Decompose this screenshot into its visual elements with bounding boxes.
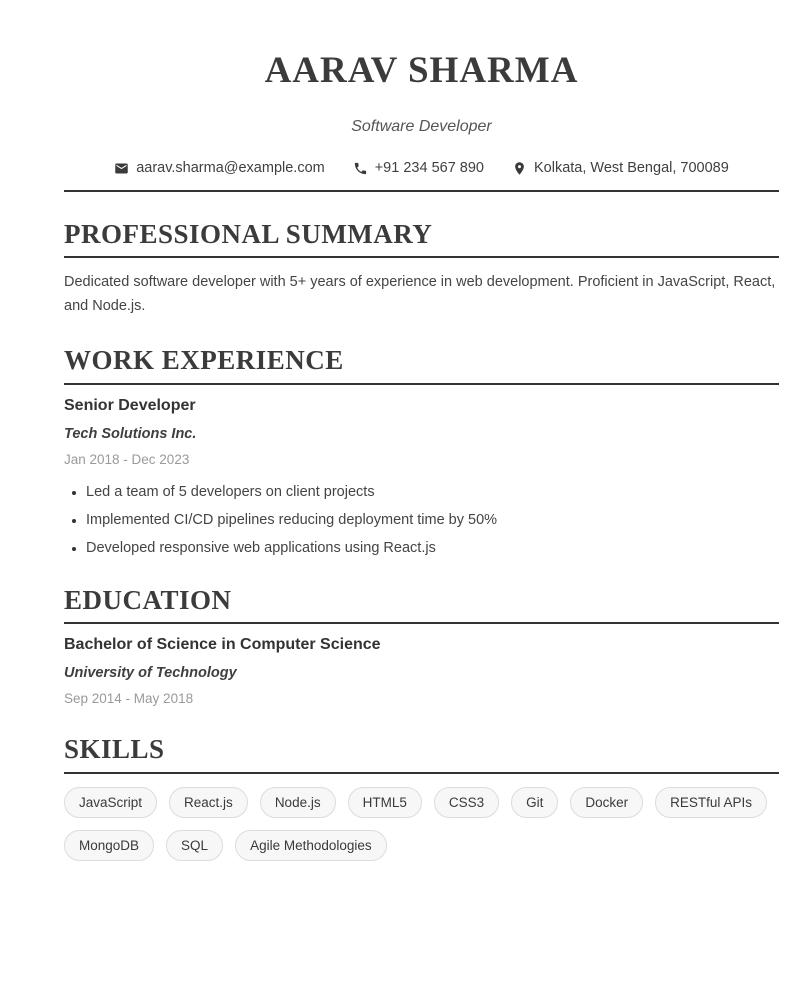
- skill-pill: MongoDB: [64, 830, 154, 861]
- skill-pill: Agile Methodologies: [235, 830, 387, 861]
- skill-pill: Node.js: [260, 787, 336, 818]
- job-entry: [64, 396, 779, 558]
- skill-pill: Docker: [570, 787, 643, 818]
- skill-pill: RESTful APIs: [655, 787, 767, 818]
- contact-text: +91 234 567 890: [374, 160, 484, 176]
- summary-text: Dedicated software developer with 5+ years of experience in web development. Proficient in JavaScript, React, and Node.js.: [64, 274, 776, 315]
- contact-item: [353, 160, 484, 176]
- contact-text: aarav.sharma@example.com: [136, 160, 325, 176]
- skill-pill: React.js: [169, 787, 248, 818]
- job-company: Tech Solutions Inc.: [64, 425, 197, 442]
- location-icon: [512, 161, 527, 176]
- email-icon: [114, 161, 129, 176]
- school-name: University of Technology: [64, 665, 237, 682]
- contact-item: [512, 160, 729, 176]
- job-role: Senior Developer: [64, 396, 196, 414]
- skill-pill-list: [64, 787, 779, 861]
- contact-item: [114, 160, 325, 176]
- section-work-experience: [64, 344, 779, 557]
- section-heading-education: EDUCATION: [64, 584, 779, 624]
- skill-pill: SQL: [166, 830, 223, 861]
- skill-pill: JavaScript: [64, 787, 157, 818]
- section-heading-experience: WORK EXPERIENCE: [64, 344, 779, 384]
- job-bullet-list: [64, 483, 779, 558]
- section-heading-skills: SKILLS: [64, 733, 779, 773]
- job-title-subtitle: Software Developer: [351, 118, 492, 135]
- phone-icon: [353, 161, 368, 176]
- contact-row: [64, 160, 779, 176]
- education-entry: [64, 635, 779, 707]
- skill-pill: Git: [511, 787, 558, 818]
- job-bullet: • Implemented CI/CD pipelines reducing deployment time by 50%: [86, 511, 779, 530]
- degree-title: Bachelor of Science in Computer Science: [64, 636, 381, 654]
- section-education: [64, 584, 779, 707]
- education-dates: Sep 2014 - May 2018: [64, 691, 194, 707]
- job-bullet: • Led a team of 5 developers on client projects: [86, 483, 779, 502]
- resume-header: [64, 52, 779, 192]
- job-dates: Jan 2018 - Dec 2023: [64, 451, 190, 467]
- skill-pill: HTML5: [348, 787, 422, 818]
- section-professional-summary: [64, 218, 779, 318]
- section-skills: [64, 733, 779, 860]
- skill-pill: CSS3: [434, 787, 499, 818]
- section-heading-summary: PROFESSIONAL SUMMARY: [64, 218, 779, 258]
- job-bullet: • Developed responsive web applications using React.js: [86, 539, 779, 558]
- candidate-name: AARAV SHARMA: [264, 50, 579, 91]
- contact-text: Kolkata, West Bengal, 700089: [533, 160, 729, 176]
